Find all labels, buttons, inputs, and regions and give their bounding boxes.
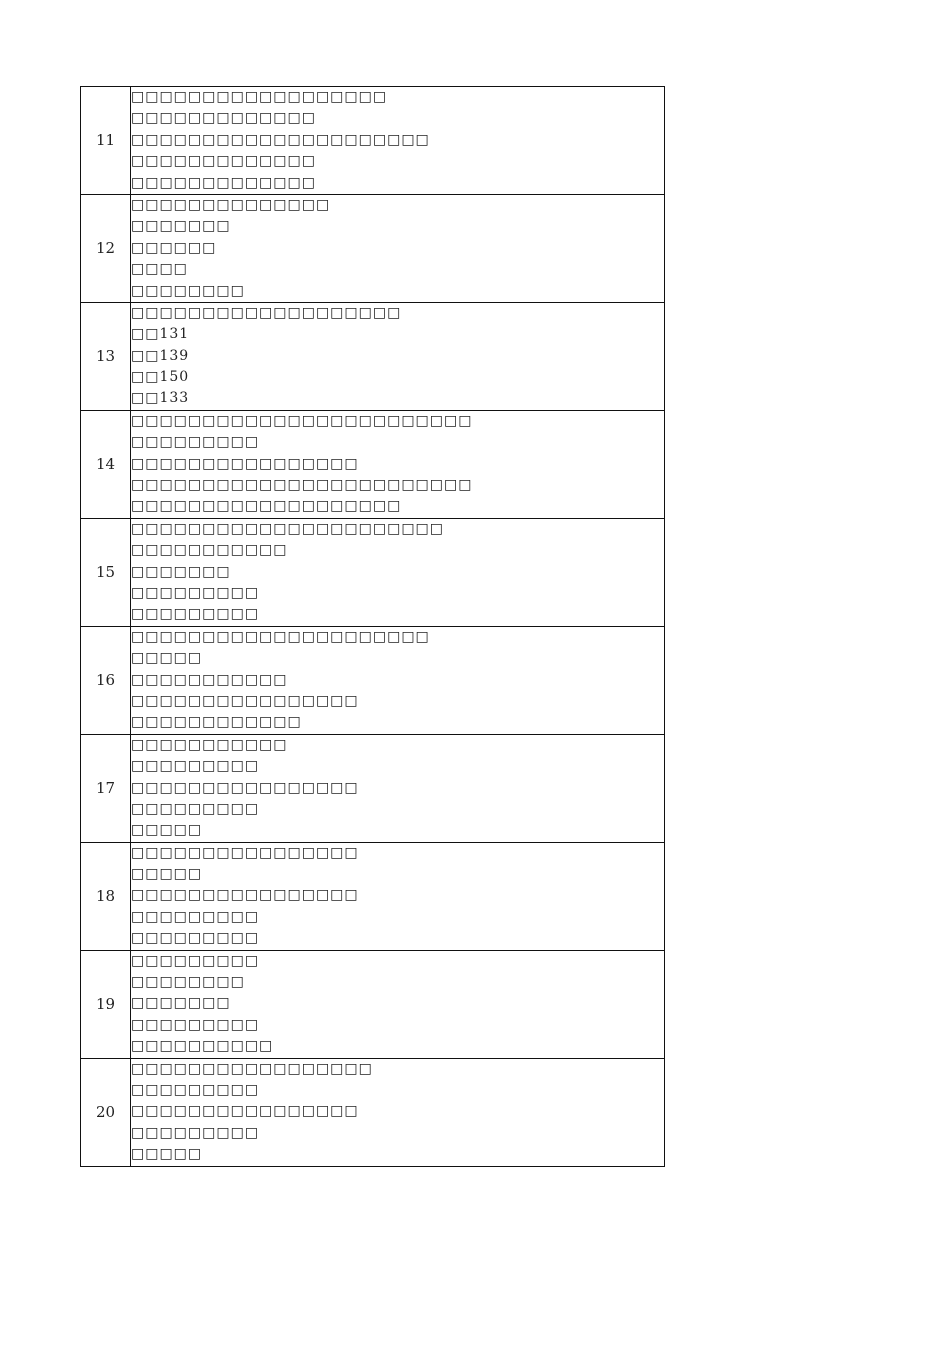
option-line: □□□□□□□□□ [131, 800, 260, 817]
option-line: □□□□□□□□□□□□□ [131, 153, 316, 170]
option-line: □□□□□□□□□□□□□□□□□ [131, 1060, 373, 1077]
question-row [81, 734, 665, 842]
option-line: □□□□□□□□□□ [131, 1038, 274, 1055]
question-row [81, 626, 665, 734]
question-row [81, 842, 665, 950]
option-line: □□□□□□□□□□□ [131, 736, 288, 753]
option-line: □□□□□□□□□□□□ [131, 714, 302, 731]
option-line: □□□□□□ [131, 239, 217, 256]
question-row [81, 518, 665, 626]
option-line: □□□□□□□□□ [131, 584, 260, 601]
option-line: □□□□□□□□□□□□□□□□□□□□□□ [131, 520, 445, 537]
option-line: □□□□□□□□□ [131, 1016, 260, 1033]
option-line: □□□□□□□□□□□□□□ [131, 196, 331, 213]
question-row [81, 1058, 665, 1166]
question-options [131, 950, 665, 1058]
question-number: 17 [81, 734, 131, 842]
option-line: □□□□□□□□□ [131, 930, 260, 947]
option-line: □□133 [131, 390, 190, 407]
question-options [131, 87, 665, 195]
question-number: 15 [81, 518, 131, 626]
option-line: □□139 [131, 347, 190, 364]
option-line: □□□□□□□□□ [131, 434, 260, 451]
question-options [131, 410, 665, 518]
option-line: □□□□□□□□□□□ [131, 542, 288, 559]
option-line: □□□□□□□□□□□□□□□□□□ [131, 89, 388, 105]
option-line: □□150 [131, 369, 190, 386]
option-line: □□□□□ [131, 822, 203, 839]
question-table [80, 86, 665, 1167]
option-line: □□□□□□□□□□□□□□□□ [131, 692, 359, 709]
question-number: 18 [81, 842, 131, 950]
option-line: □□□□□□□□□ [131, 1124, 260, 1141]
question-row [81, 87, 665, 195]
option-line: □□□□□□□□□ [131, 758, 260, 775]
option-line: □□□□□ [131, 1146, 203, 1163]
option-line: □□□□□ [131, 650, 203, 667]
question-rows [81, 87, 665, 1167]
option-line: □□131 [131, 326, 190, 343]
option-line: □□□□□□□□□□□□□□□□□□□□□ [131, 131, 430, 148]
option-line: □□□□□□□□ [131, 282, 245, 299]
option-line: □□□□□□□□□□□□□ [131, 110, 316, 127]
question-row [81, 302, 665, 410]
question-options [131, 842, 665, 950]
option-line: □□□□□□□□□ [131, 908, 260, 925]
question-row [81, 950, 665, 1058]
option-line: □□□□□□□□□□□□□□□□□□□□□□□□ [131, 477, 473, 494]
question-row [81, 194, 665, 302]
question-number: 19 [81, 950, 131, 1058]
question-options [131, 302, 665, 410]
question-options [131, 1058, 665, 1166]
option-line: □□□□□□□□□□□□□□□□ [131, 779, 359, 796]
option-line: □□□□□□□□□ [131, 952, 260, 969]
option-line: □□□□□□□□□□□□□□□□□□□ [131, 304, 402, 321]
option-line: □□□□□□□ [131, 218, 231, 235]
option-line: □□□□□□□□□□□□□□□□ [131, 844, 359, 861]
question-number: 12 [81, 194, 131, 302]
question-number: 13 [81, 302, 131, 410]
question-number: 16 [81, 626, 131, 734]
option-line: □□□□□□□ [131, 995, 231, 1012]
option-line: □□□□□□□□□□□□□□□□□□□□□□□□ [131, 412, 473, 429]
question-options [131, 626, 665, 734]
option-line: □□□□□□□□□□□□□□□□□□□□□ [131, 628, 430, 645]
option-line: □□□□□□□ [131, 563, 231, 580]
question-number: 20 [81, 1058, 131, 1166]
option-line: □□□□□□□□□ [131, 1081, 260, 1098]
option-line: □□□□□□□□□□□□□□□□□□□ [131, 498, 402, 515]
option-line: □□□□ [131, 261, 188, 278]
option-line: □□□□□□□□ [131, 974, 245, 991]
option-line: □□□□□□□□□ [131, 606, 260, 623]
question-row [81, 410, 665, 518]
option-line: □□□□□□□□□□□□□□□□ [131, 455, 359, 472]
option-line: □□□□□□□□□□□□□□□□ [131, 1103, 359, 1120]
question-number: 11 [81, 87, 131, 195]
question-number: 14 [81, 410, 131, 518]
question-options [131, 518, 665, 626]
option-line: □□□□□□□□□□□□□ [131, 174, 316, 191]
question-options [131, 194, 665, 302]
option-line: □□□□□□□□□□□ [131, 671, 288, 688]
option-line: □□□□□□□□□□□□□□□□ [131, 887, 359, 904]
option-line: □□□□□ [131, 866, 203, 883]
question-options [131, 734, 665, 842]
